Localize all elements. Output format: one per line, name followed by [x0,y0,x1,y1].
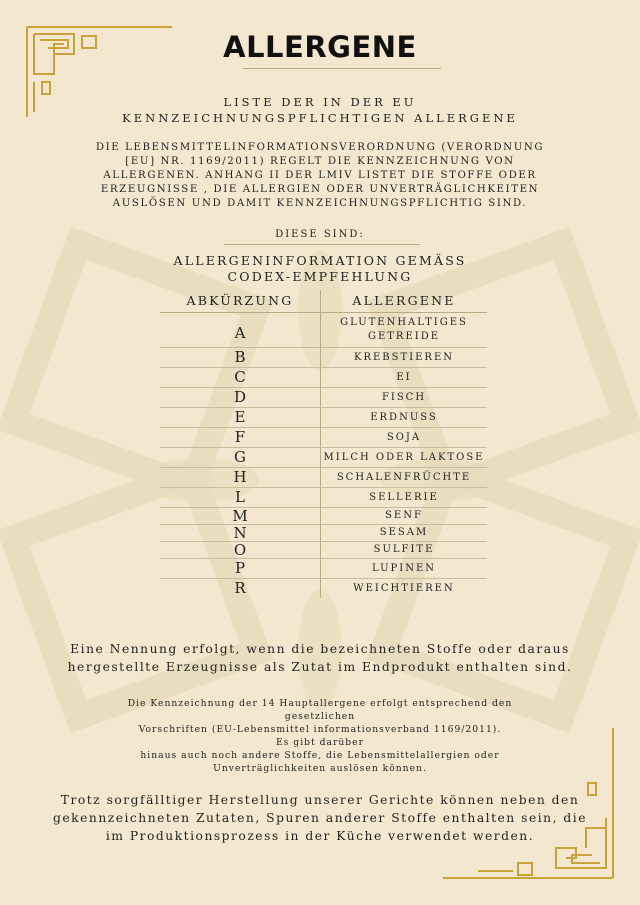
table-row [160,348,487,368]
table-row [160,448,487,468]
allergen-cell: FISCH [320,388,487,407]
these-are-label: DIESE SIND: [275,229,365,240]
abbr-cell: M [232,507,248,525]
allergen-cell: SELLERIE [320,488,487,507]
labeling-line: Vorschriften (EU-Lebensmittel informationsverband 1169/2011). [138,724,502,735]
table-row [160,388,487,408]
abbr-cell: R [234,579,246,597]
these-are-underline [224,244,420,245]
allergen-cell: MILCH ODER LAKTOSE [320,448,487,467]
subtitle: LISTE DER IN DER EU KENNZEICHNUNGSPFLICHTIGEN ALLERGENE [122,95,518,125]
allergen-table [160,290,487,598]
table-row [160,525,487,542]
header-allergens: ALLERGENE [320,290,487,312]
labeling-line: Es gibt darüber [275,737,365,748]
abbr-cell: P [234,559,246,577]
abbr-cell: N [233,524,247,542]
table-row [160,468,487,488]
table-row [160,579,487,598]
allergen-cell: SENF [320,508,487,524]
table-row [160,508,487,525]
page-title: ALLERGENE [223,30,417,64]
allergen-cell: ERDNUSS [320,408,487,427]
abbr-cell: F [234,428,246,446]
table-header [160,290,487,313]
header-abbreviation: ABKÜRZUNG [186,293,294,308]
intro-paragraph: DIE LEBENSMITTELINFORMATIONSVERORDNUNG (VERORDNUNG [EU] NR. 1169/2011) REGELT DIE KENNZEICHNUNG VON ALLERGENEN. ANHANG II DER LMIV LISTET DIE STOFFE ODER ERZEUGNISSE , DIE ALLERGIEN ODER UNVERTRÄGLICHKEITEN AUSLÖSEN UND DAMIT KENNZEICHNUNGSPFLICHTIG SIND. [95,142,545,209]
abbr-cell: L [235,488,245,506]
table-row [160,368,487,388]
labeling-line: hinaus auch noch andere Stoffe, die Lebensmittelallergien oder Unverträglichkeiten auslösen können. [140,750,500,774]
labeling-paragraph [100,697,540,775]
abbr-cell: H [233,468,247,486]
table-row [160,408,487,428]
allergen-cell: EI [320,368,487,387]
abbr-cell: B [234,348,246,366]
labeling-line: Die Kennzeichnung der 14 Hauptallergene erfolgt entsprechend den gesetzlichen [127,698,513,722]
declaration-paragraph: Eine Nennung erfolgt, wenn die bezeichneten Stoffe oder daraus hergestellte Erzeugnisse als Zutat im Endprodukt enthalten sind. [67,642,573,674]
table-row [160,313,487,348]
allergen-cell: SCHALENFRÜCHTE [320,468,487,487]
allergen-cell: WEICHTIEREN [320,579,487,598]
abbr-cell: E [234,408,246,426]
abbr-cell: D [233,388,247,406]
abbr-cell: O [233,541,247,559]
codex-heading: ALLERGENINFORMATION GEMÄSS CODEX-EMPFEHLUNG [173,253,467,284]
abbr-cell: A [234,324,246,342]
table-row [160,488,487,508]
allergen-cell: KREBSTIEREN [320,348,487,367]
table-row [160,428,487,448]
allergen-cell: GLUTENHALTIGES GETREIDE [320,313,487,347]
allergen-cell: LUPINEN [320,559,487,578]
allergen-cell: SOJA [320,428,487,447]
abbr-cell: C [234,368,246,386]
abbr-cell: G [234,448,246,466]
table-row [160,542,487,559]
allergen-cell: SESAM [320,525,487,541]
table-row [160,559,487,579]
disclaimer-paragraph: Trotz sorgfälltiger Herstellung unserer Gerichte können neben den gekennzeichneten Zutaten, Spuren anderer Stoffe enthalten sein, die im Produktionsprozess in der Küche verwendet werden. [53,793,587,843]
title-underline [243,68,441,69]
allergen-cell: SULFITE [320,542,487,558]
